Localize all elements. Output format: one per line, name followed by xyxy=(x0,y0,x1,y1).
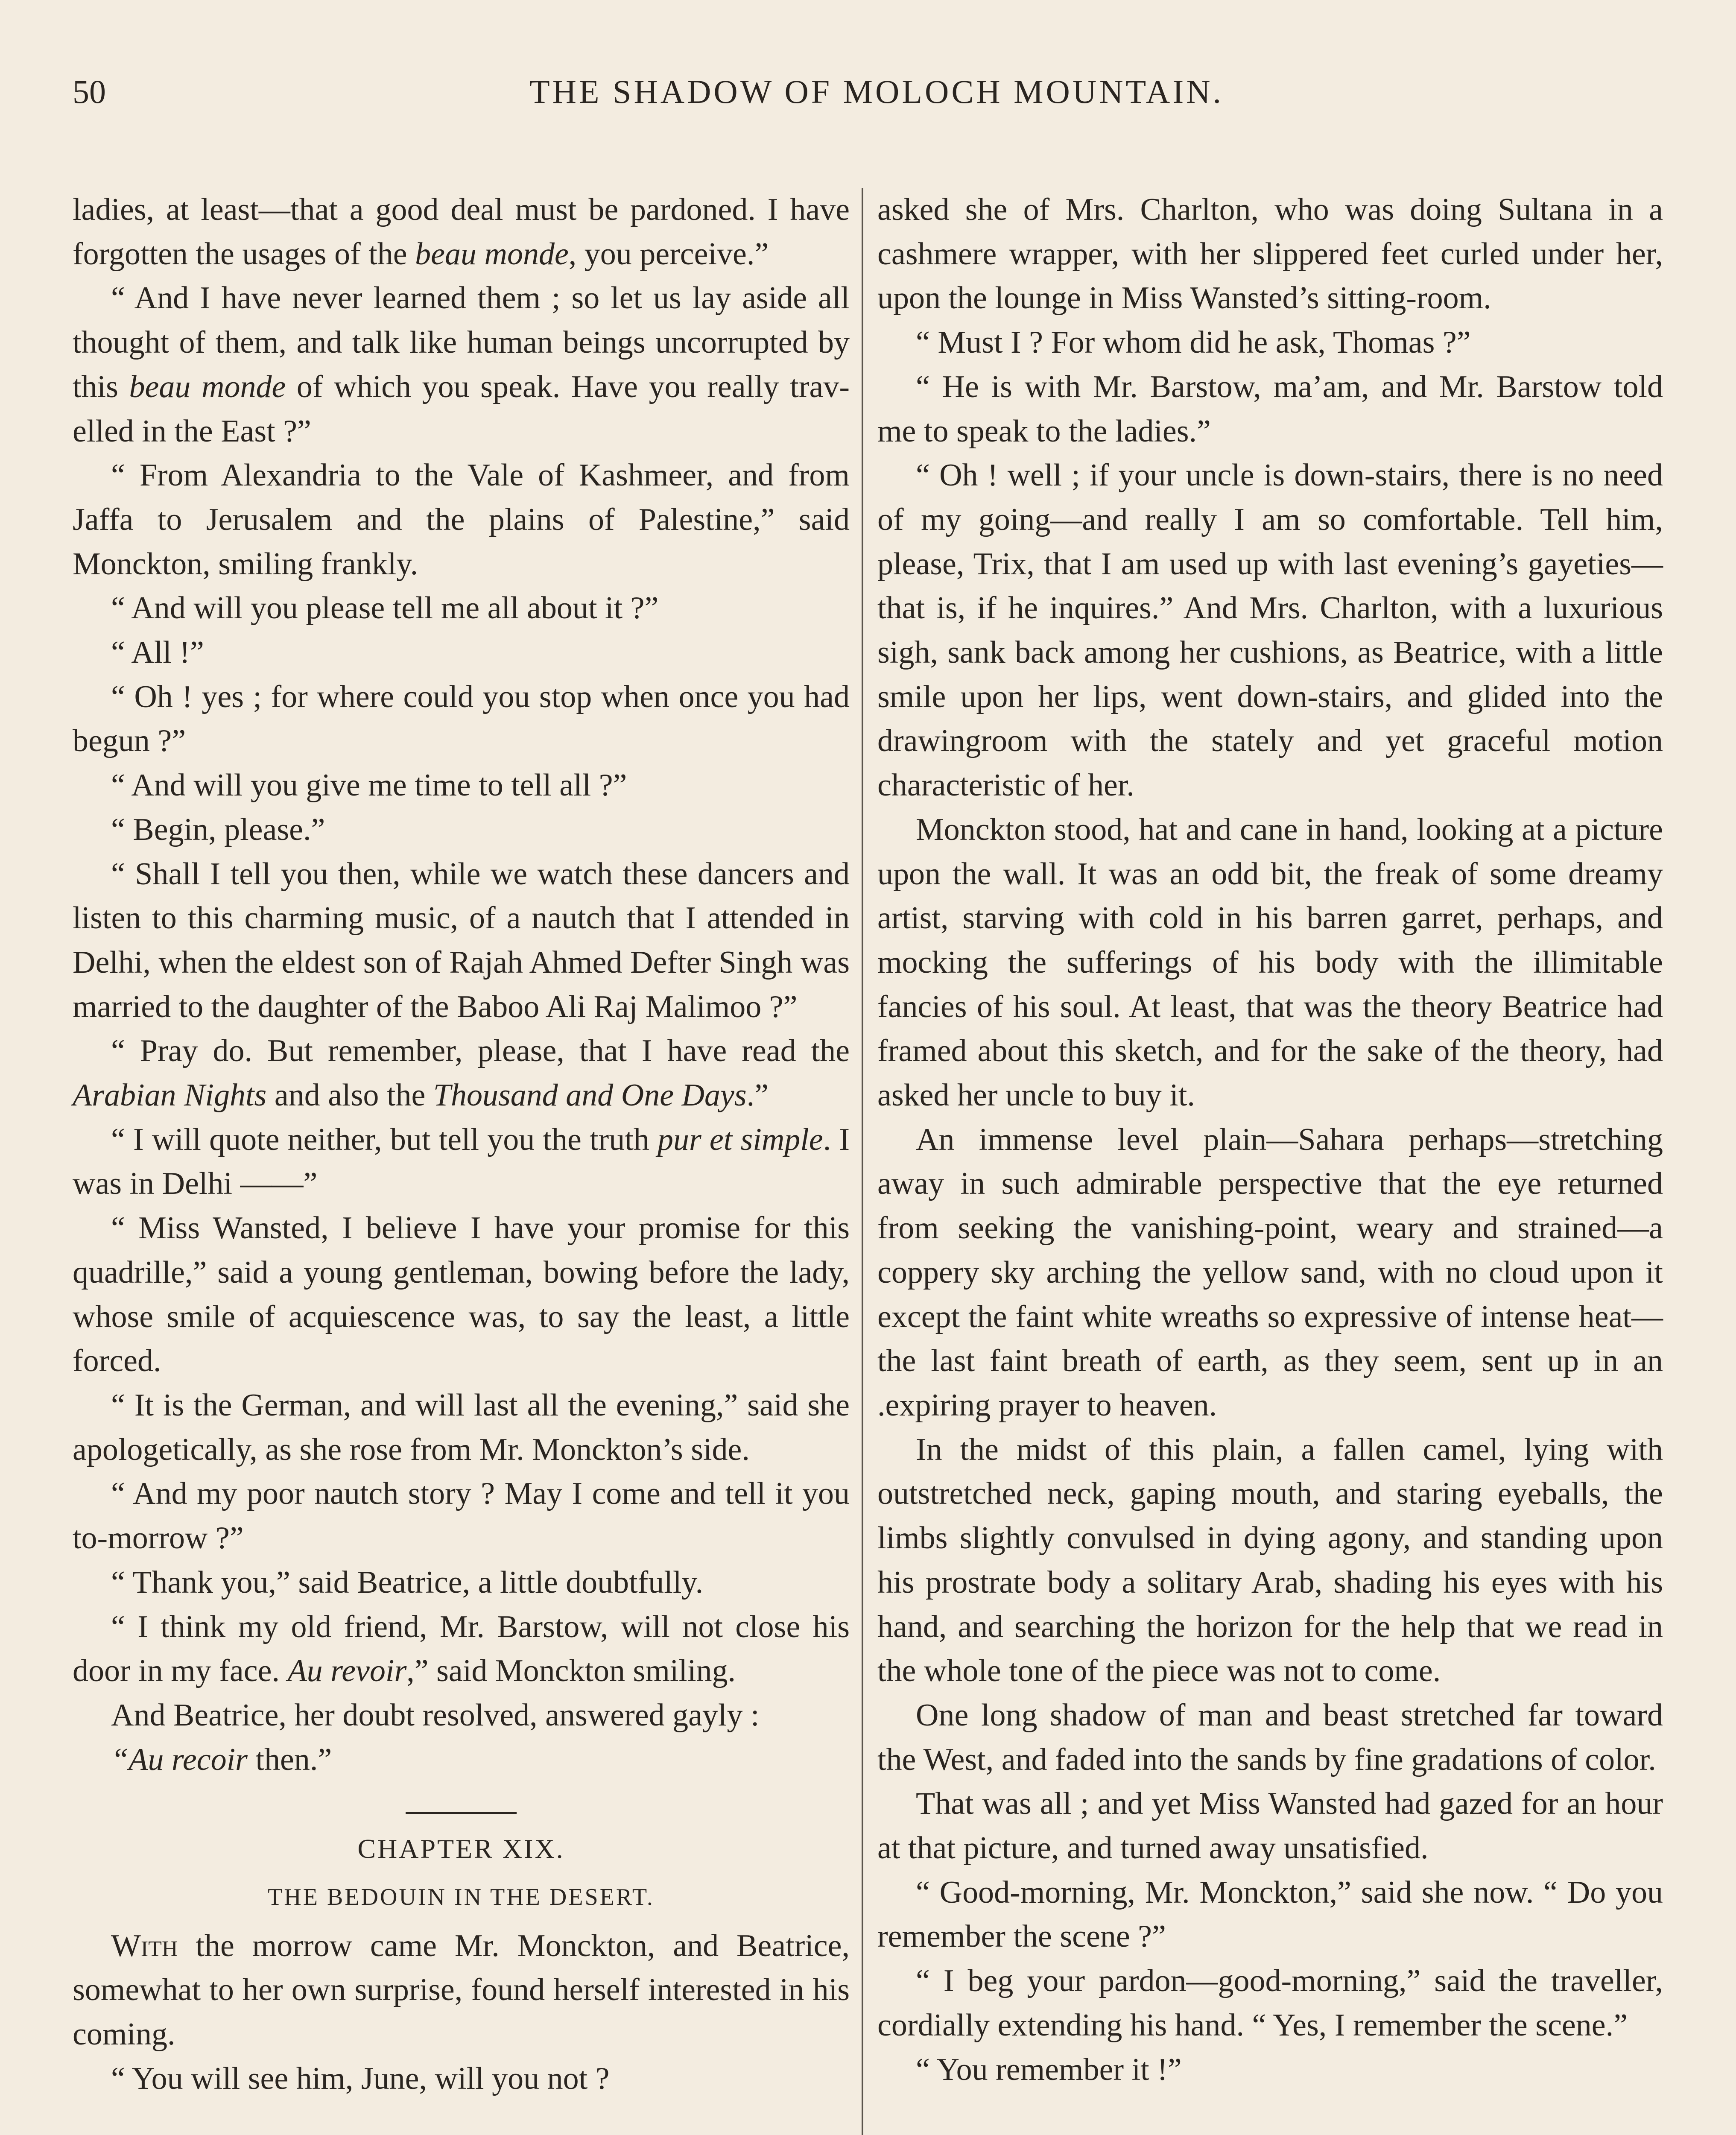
paragraph: “ Begin, please.” xyxy=(111,812,325,847)
paragraph: “ You will see him, June, will you not ? xyxy=(111,2061,610,2096)
paragraph: “ It is the German, and will last all the evening,” said she apologetically, as she rose from Mr. Monckton’s side. xyxy=(73,1387,850,1467)
italic-text: “Au recoir xyxy=(111,1742,248,1777)
paragraph-text: the morrow came Mr. Monckton, and Beatrice, somewhat to her own surprise, found herself interested in his coming. xyxy=(73,1928,850,2052)
paragraph: One long shadow of man and beast stretched far toward the West, and faded into the sands by fine gradations of color. xyxy=(877,1697,1663,1777)
drop-lead-word: With xyxy=(111,1928,178,1963)
paragraph: ladies, at least—that a good deal must be pardoned. I have forgotten the usages of the beau monde, you perceive.” xyxy=(73,192,850,272)
running-title: THE SHADOW OF MOLOCH MOUNTAIN. xyxy=(529,73,1224,110)
paragraph: “ Shall I tell you then, while we watch these dancers and listen to this charming music, of a nautch that I attended in Delhi, when the eldest son of Rajah Ahmed Defter Singh was married to the daughter of the Baboo Ali Raj Malimoo ?” xyxy=(73,856,850,1024)
right-column xyxy=(877,188,1663,2092)
paragraph: “ I think my old friend, Mr. Barstow, will not close his door in my face. Au revoir,” said Monckton smiling. xyxy=(73,1609,850,1689)
paragraph: “ And I have never learned them ; so let us lay aside all thought of them, and talk like human beings uncorrupted by this beau monde of which you speak. Have you really travelled in the East ?” xyxy=(73,281,850,449)
paragraph: In the midst of this plain, a fallen camel, lying with outstretched neck, gaping mouth, and staring eyeballs, the limbs slightly convulsed in dying agony, and standing upon his prostrate body a solitary Arab, shading his eyes with his hand, and searching the horizon for the help that we read in the whole tone of the piece was not to come. xyxy=(877,1432,1663,1689)
left-column xyxy=(73,188,850,2101)
paragraph: Monckton stood, hat and cane in hand, looking at a picture upon the wall. It was an odd bit, the freak of some dreamy artist, starving with cold in his barren garret, perhaps, and mocking the sufferings of his body with the illimitable fancies of his soul. At least, that was the theory Beatrice had framed about this sketch, and for the sake of the theory, had asked her uncle to buy it. xyxy=(877,812,1663,1113)
paragraph: “ Oh ! yes ; for where could you stop when once you had begun ?” xyxy=(73,679,850,759)
paragraph: “ Miss Wansted, I believe I have your promise for this quadrille,” said a young gentleman, bowing before the lady, whose smile of acquiescence was, to say the least, a little forced. xyxy=(73,1211,850,1379)
paragraph: That was all ; and yet Miss Wansted had gazed for an hour at that picture, and turned away unsatisfied. xyxy=(877,1786,1663,1866)
paragraph: “ Good-morning, Mr. Monckton,” said she now. “ Do you remember the scene ?” xyxy=(877,1875,1663,1954)
paragraph: “Au recoir then.” xyxy=(111,1742,332,1777)
paragraph: “ Oh ! well ; if your uncle is down-stairs, there is no need of my going—and really I am so comfortable. Tell him, please, Trix, that I am used up with last evening’s gayeties—that is, if he inquires.” And Mrs. Charlton, with a luxurious sigh, sank back among her cushions, as Beatrice, with a little smile upon her lips, went down-stairs, and glided into the drawingroom with the stately and yet graceful motion characteristic of her. xyxy=(877,458,1663,803)
chapter-title: THE BEDOUIN IN THE DESERT. xyxy=(268,1884,655,1911)
chapter-number: CHAPTER XIX. xyxy=(357,1834,565,1864)
italic-text: Thousand and One Days xyxy=(433,1078,747,1113)
paragraph: “ He is with Mr. Barstow, ma’am, and Mr. Barstow told me to speak to the ladies.” xyxy=(877,369,1663,449)
paragraph: An immense level plain—Sahara perhaps—stretching away in such admirable perspective that the eye returned from seeking the vanishing-point, weary and strained—a coppery sky arching the yellow sand, with no cloud upon it except the faint white wreaths so expressive of intense heat—the last faint breath of earth, as they seem, sent up in an .expiring prayer to heaven. xyxy=(877,1122,1663,1423)
paragraph: “ And will you please tell me all about it ?” xyxy=(111,591,659,626)
chapter-rule xyxy=(406,1812,517,1814)
italic-text: beau monde xyxy=(129,369,286,404)
paragraph: “ Must I ? For whom did he ask, Thomas ?” xyxy=(916,325,1471,360)
column-divider xyxy=(862,188,863,2135)
paragraph: “ Thank you,” said Beatrice, a little doubtfully. xyxy=(111,1565,704,1600)
paragraph: “ I beg your pardon—good-morning,” said the traveller, cordially extending his hand. “ Yes, I remember the scene.” xyxy=(877,1963,1663,2043)
italic-text: pur et simple xyxy=(657,1122,823,1157)
paragraph: “ I will quote neither, but tell you the truth pur et simple. I was in Delhi ——” xyxy=(73,1122,850,1202)
italic-text: beau monde xyxy=(415,236,569,272)
paragraph xyxy=(73,1924,850,2057)
italic-text: Au revoir xyxy=(287,1653,407,1689)
paragraph: “ And will you give me time to tell all ?” xyxy=(111,768,627,803)
paragraph: And Beatrice, her doubt resolved, answered gayly : xyxy=(111,1697,760,1733)
paragraph: “ From Alexandria to the Vale of Kashmeer, and from Jaffa to Jerusalem and the plains of Palestine,” said Monckton, smiling frankly. xyxy=(73,458,850,582)
paragraph: “ All !” xyxy=(111,635,204,670)
page-header xyxy=(64,64,1689,124)
paragraph: “ And my poor nautch story ? May I come and tell it you to-morrow ?” xyxy=(73,1476,850,1556)
page-number: 50 xyxy=(73,73,106,110)
paragraph: “ Pray do. But remember, please, that I have read the Arabian Nights and also the Thousand and One Days.” xyxy=(73,1033,850,1113)
paragraph: “ You remember it !” xyxy=(916,2052,1182,2087)
paragraph: asked she of Mrs. Charlton, who was doing Sultana in a cashmere wrapper, with her slippered feet curled under her, upon the lounge in Miss Wansted’s sitting-room. xyxy=(877,192,1663,316)
italic-text: Arabian Nights xyxy=(73,1078,267,1113)
